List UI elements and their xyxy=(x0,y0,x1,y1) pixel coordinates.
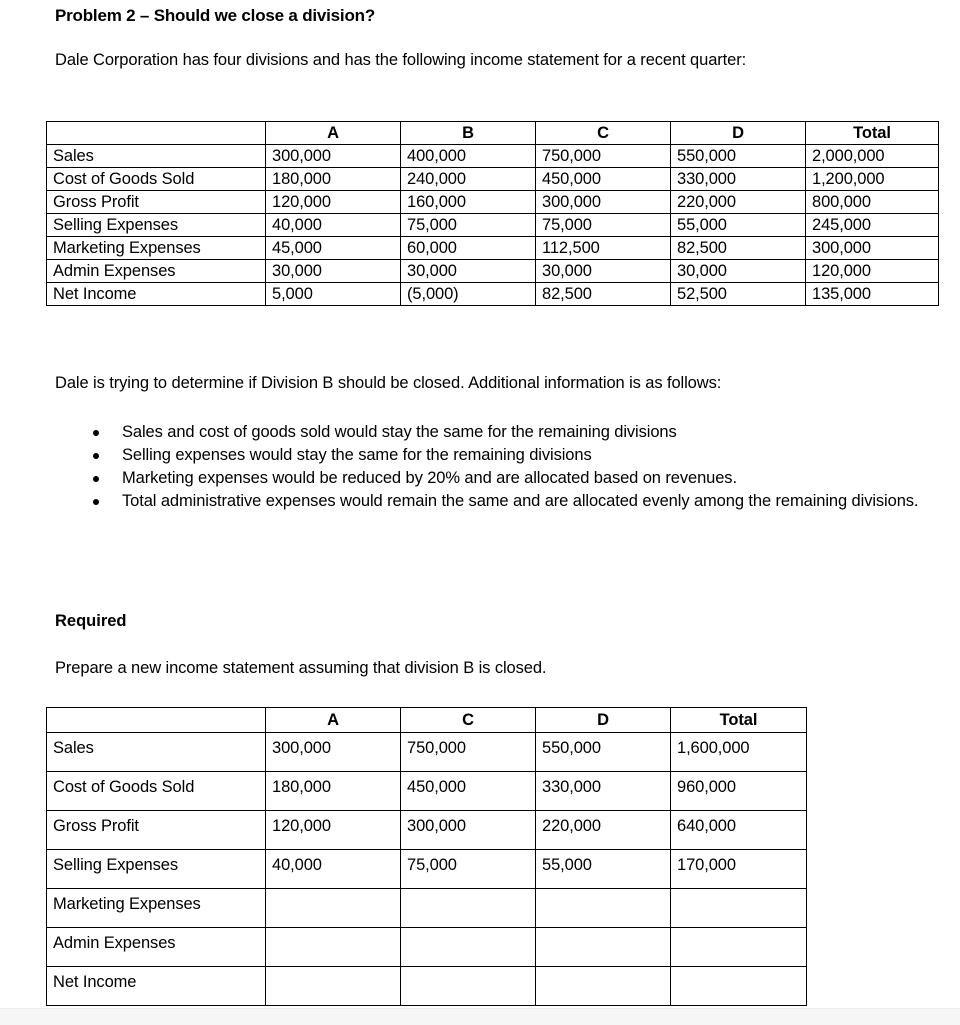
row-label: Sales xyxy=(47,145,266,168)
table-header-row xyxy=(47,122,939,145)
cell-d[interactable] xyxy=(536,928,671,967)
required-paragraph: Prepare a new income statement assuming that division B is closed. xyxy=(55,659,547,677)
cell-total: 2,000,000 xyxy=(806,145,939,168)
column-header-d: D xyxy=(536,708,671,733)
cell-b: 60,000 xyxy=(401,237,536,260)
column-header-d: D xyxy=(671,122,806,145)
cell-d[interactable] xyxy=(536,967,671,1006)
cell-b: 30,000 xyxy=(401,260,536,283)
table-row xyxy=(47,889,807,928)
document-header-block xyxy=(55,0,945,72)
table-row xyxy=(47,772,807,811)
cell-a: 180,000 xyxy=(266,168,401,191)
cell-a[interactable]: 300,000 xyxy=(266,733,401,772)
required-block xyxy=(55,610,855,680)
cell-c[interactable] xyxy=(401,889,536,928)
row-label: Admin Expenses xyxy=(47,260,266,283)
cell-total: 135,000 xyxy=(806,283,939,306)
intro-paragraph: Dale Corporation has four divisions and has the following income statement for a recent quarter: xyxy=(55,51,747,69)
cell-a: 120,000 xyxy=(266,191,401,214)
cell-total: 120,000 xyxy=(806,260,939,283)
table-row xyxy=(47,191,939,214)
mid-paragraph: Dale is trying to determine if Division B should be closed. Additional information is as follows: xyxy=(55,374,722,392)
cell-a[interactable]: 180,000 xyxy=(266,772,401,811)
list-item xyxy=(55,467,922,490)
cell-d: 52,500 xyxy=(671,283,806,306)
column-header-a: A xyxy=(266,708,401,733)
cell-c: 300,000 xyxy=(536,191,671,214)
column-header-a: A xyxy=(266,122,401,145)
cell-total[interactable]: 170,000 xyxy=(671,850,807,889)
cell-c[interactable]: 750,000 xyxy=(401,733,536,772)
table-row xyxy=(47,811,807,850)
row-label: Net Income xyxy=(47,967,266,1006)
cell-a: 30,000 xyxy=(266,260,401,283)
table-row xyxy=(47,850,807,889)
cell-c[interactable]: 300,000 xyxy=(401,811,536,850)
cell-c: 450,000 xyxy=(536,168,671,191)
income-statement-table-original xyxy=(46,121,939,306)
required-heading: Required xyxy=(55,612,127,630)
cell-a: 5,000 xyxy=(266,283,401,306)
cell-c[interactable] xyxy=(401,967,536,1006)
column-header-blank xyxy=(47,708,266,733)
cell-d[interactable] xyxy=(536,889,671,928)
bullet-icon xyxy=(93,499,99,505)
list-item-label: Total administrative expenses would remain the same and are allocated evenly among the remaining divisions. xyxy=(122,492,919,510)
cell-total: 1,200,000 xyxy=(806,168,939,191)
cell-total[interactable] xyxy=(671,928,807,967)
income-statement-table-answer[interactable] xyxy=(46,707,807,1006)
cell-d: 220,000 xyxy=(671,191,806,214)
bullet-icon xyxy=(93,476,99,482)
row-label: Gross Profit xyxy=(47,811,266,850)
cell-a[interactable] xyxy=(266,928,401,967)
list-item xyxy=(55,444,922,467)
column-header-blank xyxy=(47,122,266,145)
table-row xyxy=(47,733,807,772)
column-header-b: B xyxy=(401,122,536,145)
table-row xyxy=(47,145,939,168)
cell-c[interactable] xyxy=(401,928,536,967)
cell-d: 30,000 xyxy=(671,260,806,283)
bullet-icon xyxy=(93,453,99,459)
cell-c[interactable]: 450,000 xyxy=(401,772,536,811)
column-header-c: C xyxy=(401,708,536,733)
column-header-c: C xyxy=(536,122,671,145)
cell-c: 82,500 xyxy=(536,283,671,306)
row-label: Net Income xyxy=(47,283,266,306)
column-header-total: Total xyxy=(671,708,807,733)
cell-c: 750,000 xyxy=(536,145,671,168)
cell-b: 160,000 xyxy=(401,191,536,214)
cell-d[interactable]: 220,000 xyxy=(536,811,671,850)
cell-total: 300,000 xyxy=(806,237,939,260)
cell-b: (5,000) xyxy=(401,283,536,306)
cell-b: 400,000 xyxy=(401,145,536,168)
cell-b: 240,000 xyxy=(401,168,536,191)
cell-a[interactable] xyxy=(266,889,401,928)
row-label: Cost of Goods Sold xyxy=(47,772,266,811)
cell-a[interactable]: 40,000 xyxy=(266,850,401,889)
cell-c[interactable]: 75,000 xyxy=(401,850,536,889)
cell-a[interactable]: 120,000 xyxy=(266,811,401,850)
cell-d[interactable]: 330,000 xyxy=(536,772,671,811)
cell-total[interactable]: 1,600,000 xyxy=(671,733,807,772)
cell-d: 55,000 xyxy=(671,214,806,237)
table-header-row xyxy=(47,708,807,733)
row-label: Selling Expenses xyxy=(47,214,266,237)
cell-a: 300,000 xyxy=(266,145,401,168)
cell-total: 245,000 xyxy=(806,214,939,237)
cell-total[interactable]: 640,000 xyxy=(671,811,807,850)
list-item xyxy=(55,421,922,444)
list-item-label: Sales and cost of goods sold would stay the same for the remaining divisions xyxy=(122,423,677,441)
cell-c: 75,000 xyxy=(536,214,671,237)
bullet-icon xyxy=(93,430,99,436)
table-row xyxy=(47,928,807,967)
cell-d[interactable]: 550,000 xyxy=(536,733,671,772)
row-label: Selling Expenses xyxy=(47,850,266,889)
cell-d[interactable]: 55,000 xyxy=(536,850,671,889)
cell-d: 330,000 xyxy=(671,168,806,191)
row-label: Admin Expenses xyxy=(47,928,266,967)
additional-information-block xyxy=(55,372,925,513)
cell-total[interactable] xyxy=(671,889,807,928)
table-row xyxy=(47,967,807,1006)
list-item xyxy=(55,490,922,513)
row-label: Cost of Goods Sold xyxy=(47,168,266,191)
table-row xyxy=(47,168,939,191)
cell-d: 82,500 xyxy=(671,237,806,260)
cell-d: 550,000 xyxy=(671,145,806,168)
cell-c: 112,500 xyxy=(536,237,671,260)
assumptions-list xyxy=(55,421,925,513)
row-label: Marketing Expenses xyxy=(47,237,266,260)
row-label: Marketing Expenses xyxy=(47,889,266,928)
table-row xyxy=(47,237,939,260)
cell-b: 75,000 xyxy=(401,214,536,237)
table-row xyxy=(47,260,939,283)
table-row xyxy=(47,283,939,306)
cell-a[interactable] xyxy=(266,967,401,1006)
cell-a: 45,000 xyxy=(266,237,401,260)
row-label: Sales xyxy=(47,733,266,772)
list-item-label: Marketing expenses would be reduced by 20% and are allocated based on revenues. xyxy=(122,469,737,487)
column-header-total: Total xyxy=(806,122,939,145)
cell-total[interactable] xyxy=(671,967,807,1006)
cell-total[interactable]: 960,000 xyxy=(671,772,807,811)
cell-total: 800,000 xyxy=(806,191,939,214)
table-row xyxy=(47,214,939,237)
cell-c: 30,000 xyxy=(536,260,671,283)
cell-a: 40,000 xyxy=(266,214,401,237)
row-label: Gross Profit xyxy=(47,191,266,214)
list-item-label: Selling expenses would stay the same for the remaining divisions xyxy=(122,446,592,464)
page-title: Problem 2 – Should we close a division? xyxy=(55,6,376,25)
page-bottom-strip xyxy=(0,1008,960,1025)
